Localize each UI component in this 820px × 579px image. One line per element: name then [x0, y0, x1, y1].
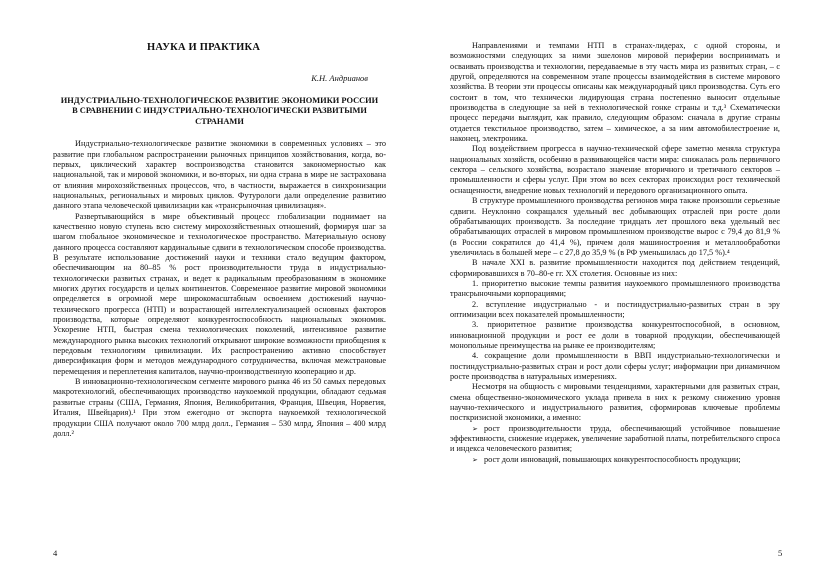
bullet-text-1: рост производительности труда, обеспечивающий устойчивое повышение эффективности, снижение издержек, увеличение заработной платы, потребительского спроса и индекса человеческого развития; [450, 423, 780, 454]
right-paragraph-2: Под воздействием прогресса в научно-технической сфере заметно меняла структура национальных хозяйств, особенно в развивающейся части мира: снижалась роль первичного сектора – сельского хозяйства, возрастало значение вторичного и третичного секторов – промышленности и сферы услуг. При этом во всех секторах происходил рост технической оснащенности, внедрение новых технологий и передового организационного опыта. [450, 144, 780, 195]
bullet-item-2 [450, 455, 780, 465]
left-paragraph-2: Развертывающийся в мире объективный процесс глобализации поднимает на качественно новую ступень всю систему мирохозяйственных отношений, формируя шаг за шагом глобальное экономическое и технологическое пространство. Материальную основу данного процесса составляют кардинальные сдвиги в технологическом способе производства. В результате использование достижений науки и техники стало ведущим фактором, обеспечивающим на 80–85 % рост производительности труда в индустриально-технологически развитых странах, и ведет к радикальным преобразованиям в экономике многих других государств и целых континентов. Современное развитие мировой экономики определяется в огромной мере широкомасштабным освоением достижений научно-технического прогресса (НТП) и возрастающей интеллектуализацией основных факторов производства, которые определяют конкурентоспособность национальных экономик. Ускорение НТП, быстрая смена технологических поколений, интенсивное развитие международного рынка высоких технологий открывают широкие возможности приобщения к передовым технологиям цивилизации. Их распространению активно способствует диверсификация форм и методов международного сотрудничества, включая межстрановые перемещения и переплетения капиталов, научно-производственную кооперацию и др. [53, 211, 386, 376]
right-page [410, 0, 820, 579]
arrow-bullet-icon: ➢ [472, 455, 478, 464]
bullet-item-1 [450, 424, 780, 455]
trend-item-2: 2. вступление индустриально - и постиндустриально-развитых стран в эру оптимизации всех показателей промышленности; [450, 299, 780, 319]
author-name: К.Н. Андрианов [311, 73, 368, 83]
left-paragraph-3: В инновационно-технологическом сегменте мирового рынка 46 из 50 самых передовых макротехнологий, обеспечивающих производство наукоемкой продукции, обладают седьмая развитые страны (США, Германия, Япония, Великобритания, Франция, Швеция, Норвегия, Италия, Швейцария).¹ При этом ежегодно от экспорта наукоемкой технологической продукции США получают около 700 млрд долл., Германия – 530 млрд, Япония – 400 млрд долл.² [53, 377, 386, 438]
article-title: ИНДУСТРИАЛЬНО-ТЕХНОЛОГИЧЕСКОЕ РАЗВИТИЕ ЭКОНОМИКИ РОССИИ В СРАВНЕНИИ С ИНДУСТРИАЛЬНО-ТЕХНОЛОГИЧЕСКИ РАЗВИТЫМИ СТРАНАМИ [60, 96, 379, 126]
trend-item-4: 4. сокращение доли промышленности в ВВП индустриально-технологически и постиндустриально-развитых стран и рост доли сферы услуг; информации при динамичном росте производства в натуральных измерениях. [450, 351, 780, 381]
bullet-text-2: рост доли инноваций, повышающих конкурентоспособность продукции; [484, 454, 741, 464]
page-number-right: 5 [778, 548, 783, 558]
section-title: НАУКА И ПРАКТИКА [147, 42, 261, 53]
right-paragraph-5: Несмотря на общность с мировыми тенденциями, характерными для развитых стран, смена общественно-экономического уклада привела в них к резкому снижению уровня научно-технического и индустриального развития, сформировав ключевые проблемы посткризисной экономики, а именно: [450, 382, 780, 423]
page-number-left: 4 [53, 548, 58, 558]
left-paragraph-1: Индустриально-технологическое развитие экономики в современных условиях – это развитие при глобальном распространении рыночных принципов хозяйствования, когда, во-первых, циклический характер воспроизводства становится закономерностью как национальной, так и мировой экономики, и во-вторых, ни одна страна в мире не застрахована от влияния мирохозяйственных процессов, что, в частности, выражается в синхронизации национальных, региональных и мировых циклов. Футурологи дали определение развитию данного этапа человеческой цивилизации как «трансрыночная цивилизация». [53, 139, 386, 211]
right-paragraph-4: В начале XXI в. развитие промышленности находится под действием тенденций, сформировавшихся в 70–80-е гг. XX столетия. Основные из них: [450, 258, 780, 278]
trend-item-1: 1. приоритетно высокие темпы развития наукоемкого промышленного производства трансрыночными корпорациями; [450, 278, 780, 299]
arrow-bullet-icon: ➢ [472, 424, 478, 433]
right-paragraph-3: В структуре промышленного производства регионов мира также произошли серьезные сдвиги. Неуклонно сокращался удельный вес добывающих отраслей при росте доли обрабатывающих производств. За последние тридцать лет прошлого века удельный вес обрабатывающих отраслей в мировом промышленном производстве вырос с 79,4 до 81,9 % (в России сократился до 41,4 %), причем доля машиностроения и металлообработки увеличилась в большей мере – с 27,8 до 35,9 % (в РФ уменьшилась до 17,5 %).⁴ [450, 196, 780, 257]
right-paragraph-1: Направлениями и темпами НТП в странах-лидерах, с одной стороны, и возможностями следующих за ними эшелонов мировой периферии воспринимать и осваивать производства и технологии, передаваемые в эту часть мира из развитых стран, – с другой, определяются на современном этапе процессы взаимодействия в системе мирового хозяйства. В теории эти процессы описаны как международный цикл производства. Суть его состоит в том, что технически лидирующая страна постепенно выносит отдельные производства в следующие за ней в технологической гонке страны и т.д.³ Схематически процесс передачи выглядит, как правило, следующим образом: сначала в другие страны отдается текстильное производство, затем – химическое, а за ним автомобилестроение и, наконец, электроника. [450, 41, 780, 144]
trend-item-3: 3. приоритетное развитие производства конкурентоспособной, в основном, инновационной продукции и рост ее доли в товарной продукции, обеспечивающей монопольные преимущества на рынке ее производителям; [450, 320, 780, 350]
